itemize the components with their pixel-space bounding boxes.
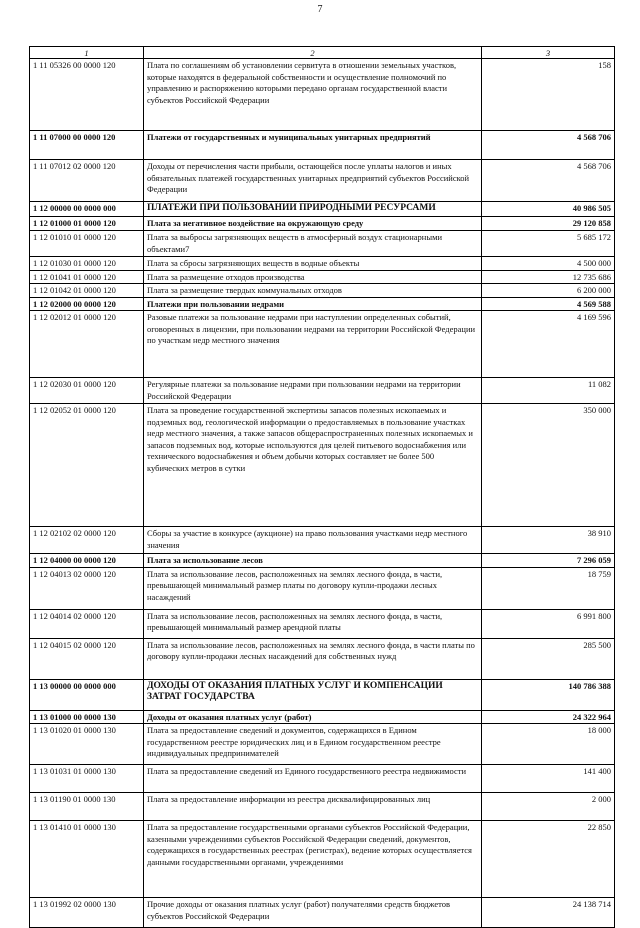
table-row bbox=[30, 59, 615, 131]
name-cell: Плата за использование лесов bbox=[144, 554, 482, 568]
code-cell: 1 12 00000 00 0000 000 bbox=[30, 202, 144, 217]
amount-cell: 12 735 686 bbox=[482, 270, 615, 284]
code-cell: 1 12 02012 01 0000 120 bbox=[30, 311, 144, 378]
amount-cell: 11 082 bbox=[482, 378, 615, 404]
table-row bbox=[30, 202, 615, 217]
amount-cell: 4 568 706 bbox=[482, 160, 615, 202]
table-row bbox=[30, 257, 615, 271]
table-row bbox=[30, 765, 615, 793]
code-cell: 1 12 04013 02 0000 120 bbox=[30, 567, 144, 609]
name-cell: Плата за выбросы загрязняющих веществ в атмосферный воздух стационарными объектами7 bbox=[144, 231, 482, 257]
amount-cell: 29 120 858 bbox=[482, 217, 615, 231]
column-header: 3 bbox=[482, 47, 615, 59]
amount-cell: 5 685 172 bbox=[482, 231, 615, 257]
amount-cell: 6 200 000 bbox=[482, 284, 615, 298]
table-row bbox=[30, 297, 615, 311]
table-row bbox=[30, 527, 615, 554]
code-cell: 1 11 07012 02 0000 120 bbox=[30, 160, 144, 202]
table-row bbox=[30, 231, 615, 257]
amount-cell: 6 991 800 bbox=[482, 609, 615, 638]
name-cell: Сборы за участие в конкурсе (аукционе) на право пользования участками недр местного значения bbox=[144, 527, 482, 554]
revenue-table bbox=[29, 46, 615, 928]
amount-cell: 7 296 059 bbox=[482, 554, 615, 568]
amount-cell: 24 322 964 bbox=[482, 710, 615, 724]
name-cell: Плата за использование лесов, расположенных на землях лесного фонда, в части платы по договору купли-продажи лесных насаждений для собственных нужд bbox=[144, 638, 482, 679]
amount-cell: 4 169 596 bbox=[482, 311, 615, 378]
amount-cell: 2 000 bbox=[482, 793, 615, 821]
name-cell: Плата за негативное воздействие на окружающую среду bbox=[144, 217, 482, 231]
code-cell: 1 12 01041 01 0000 120 bbox=[30, 270, 144, 284]
amount-cell: 285 500 bbox=[482, 638, 615, 679]
table-row bbox=[30, 710, 615, 724]
table-row bbox=[30, 567, 615, 609]
code-cell: 1 13 01410 01 0000 130 bbox=[30, 821, 144, 898]
name-cell: ДОХОДЫ ОТ ОКАЗАНИЯ ПЛАТНЫХ УСЛУГ И КОМПЕНСАЦИИ ЗАТРАТ ГОСУДАРСТВА bbox=[144, 679, 482, 710]
code-cell: 1 12 01042 01 0000 120 bbox=[30, 284, 144, 298]
table-row bbox=[30, 131, 615, 160]
table-row bbox=[30, 270, 615, 284]
amount-cell: 4 569 588 bbox=[482, 297, 615, 311]
amount-cell: 24 138 714 bbox=[482, 898, 615, 928]
name-cell: Платежи от государственных и муниципальных унитарных предприятий bbox=[144, 131, 482, 160]
table-row bbox=[30, 724, 615, 765]
name-cell: Разовые платежи за пользование недрами при наступлении определенных событий, оговоренных в лицензии, при пользовании недрами на территории Российской Федерации по участкам недр местного значения bbox=[144, 311, 482, 378]
amount-cell: 350 000 bbox=[482, 404, 615, 527]
name-cell: Плата за предоставление сведений из Единого государственного реестра недвижимости bbox=[144, 765, 482, 793]
code-cell: 1 12 04015 02 0000 120 bbox=[30, 638, 144, 679]
column-header: 2 bbox=[144, 47, 482, 59]
table-row bbox=[30, 311, 615, 378]
name-cell: Плата за использование лесов, расположенных на землях лесного фонда, в части, превышающей минимальный размер арендной платы bbox=[144, 609, 482, 638]
name-cell: Плата за размещение твердых коммунальных отходов bbox=[144, 284, 482, 298]
code-cell: 1 12 02030 01 0000 120 bbox=[30, 378, 144, 404]
code-cell: 1 11 05326 00 0000 120 bbox=[30, 59, 144, 131]
code-cell: 1 13 01020 01 0000 130 bbox=[30, 724, 144, 765]
code-cell: 1 13 01000 00 0000 130 bbox=[30, 710, 144, 724]
name-cell: Плата за размещение отходов производства bbox=[144, 270, 482, 284]
amount-cell: 141 400 bbox=[482, 765, 615, 793]
table-row bbox=[30, 898, 615, 928]
table-row bbox=[30, 679, 615, 710]
table-row bbox=[30, 821, 615, 898]
amount-cell: 158 bbox=[482, 59, 615, 131]
name-cell: Плата за предоставление информации из реестра дисквалифицированных лиц bbox=[144, 793, 482, 821]
page-number: 7 bbox=[317, 4, 323, 15]
code-cell: 1 12 01000 01 0000 120 bbox=[30, 217, 144, 231]
name-cell: Плата за сбросы загрязняющих веществ в водные объекты bbox=[144, 257, 482, 271]
table-row bbox=[30, 217, 615, 231]
table-row bbox=[30, 638, 615, 679]
table-row bbox=[30, 284, 615, 298]
code-cell: 1 13 00000 00 0000 000 bbox=[30, 679, 144, 710]
name-cell: Доходы от перечисления части прибыли, остающейся после уплаты налогов и иных обязательных платежей государственных унитарных предприятий субъектов Российской Федерации bbox=[144, 160, 482, 202]
code-cell: 1 12 04014 02 0000 120 bbox=[30, 609, 144, 638]
name-cell: Плата за предоставление государственными органами субъектов Российской Федерации, казенными учреждениями субъектов Российской Федерации сведений, документов, содержащихся в государственных реестрах (регистрах), ведение которых осуществляется данными государственными органами, учреждениями bbox=[144, 821, 482, 898]
code-cell: 1 13 01190 01 0000 130 bbox=[30, 793, 144, 821]
name-cell: Платежи при пользовании недрами bbox=[144, 297, 482, 311]
name-cell: Плата по соглашениям об установлении сервитута в отношении земельных участков, которые находятся в федеральной собственности и осуществление полномочий по управлению и распоряжению которыми передано органам государственной власти субъектов Российской Федерации bbox=[144, 59, 482, 131]
name-cell: Прочие доходы от оказания платных услуг (работ) получателями средств бюджетов субъектов Российской Федерации bbox=[144, 898, 482, 928]
code-cell: 1 12 04000 00 0000 120 bbox=[30, 554, 144, 568]
code-cell: 1 12 02102 02 0000 120 bbox=[30, 527, 144, 554]
amount-cell: 22 850 bbox=[482, 821, 615, 898]
code-cell: 1 13 01031 01 0000 130 bbox=[30, 765, 144, 793]
table-row bbox=[30, 609, 615, 638]
name-cell: Регулярные платежи за пользование недрами при пользовании недрами на территории Российской Федерации bbox=[144, 378, 482, 404]
code-cell: 1 12 01030 01 0000 120 bbox=[30, 257, 144, 271]
code-cell: 1 11 07000 00 0000 120 bbox=[30, 131, 144, 160]
code-cell: 1 12 02052 01 0000 120 bbox=[30, 404, 144, 527]
name-cell: Плата за предоставление сведений и документов, содержащихся в Едином государственном реестре юридических лиц и в Едином государственном реестре индивидуальных предпринимателей bbox=[144, 724, 482, 765]
code-cell: 1 13 01992 02 0000 130 bbox=[30, 898, 144, 928]
table-row bbox=[30, 378, 615, 404]
amount-cell: 18 000 bbox=[482, 724, 615, 765]
amount-cell: 140 786 388 bbox=[482, 679, 615, 710]
amount-cell: 40 986 505 bbox=[482, 202, 615, 217]
amount-cell: 18 759 bbox=[482, 567, 615, 609]
table-row bbox=[30, 554, 615, 568]
name-cell: Доходы от оказания платных услуг (работ) bbox=[144, 710, 482, 724]
name-cell: Плата за проведение государственной экспертизы запасов полезных ископаемых и подземных вод, геологической информации о предоставляемых в пользование участках недр местного значения, а также запасов общераспространенных полезных ископаемых и запасов подземных вод, которые используются для целей питьевого водоснабжения или технического водоснабжения и объем добычи которых составляет не более 500 кубических метров в сутки bbox=[144, 404, 482, 527]
table-row bbox=[30, 160, 615, 202]
code-cell: 1 12 01010 01 0000 120 bbox=[30, 231, 144, 257]
amount-cell: 4 500 000 bbox=[482, 257, 615, 271]
table-row bbox=[30, 793, 615, 821]
name-cell: Плата за использование лесов, расположенных на землях лесного фонда, в части, превышающей минимальный размер платы по договору купли-продажи лесных насаждений bbox=[144, 567, 482, 609]
table-row bbox=[30, 404, 615, 527]
column-header: 1 bbox=[30, 47, 144, 59]
code-cell: 1 12 02000 00 0000 120 bbox=[30, 297, 144, 311]
amount-cell: 38 910 bbox=[482, 527, 615, 554]
name-cell: ПЛАТЕЖИ ПРИ ПОЛЬЗОВАНИИ ПРИРОДНЫМИ РЕСУРСАМИ bbox=[144, 202, 482, 217]
amount-cell: 4 568 706 bbox=[482, 131, 615, 160]
column-header-row bbox=[30, 47, 615, 59]
